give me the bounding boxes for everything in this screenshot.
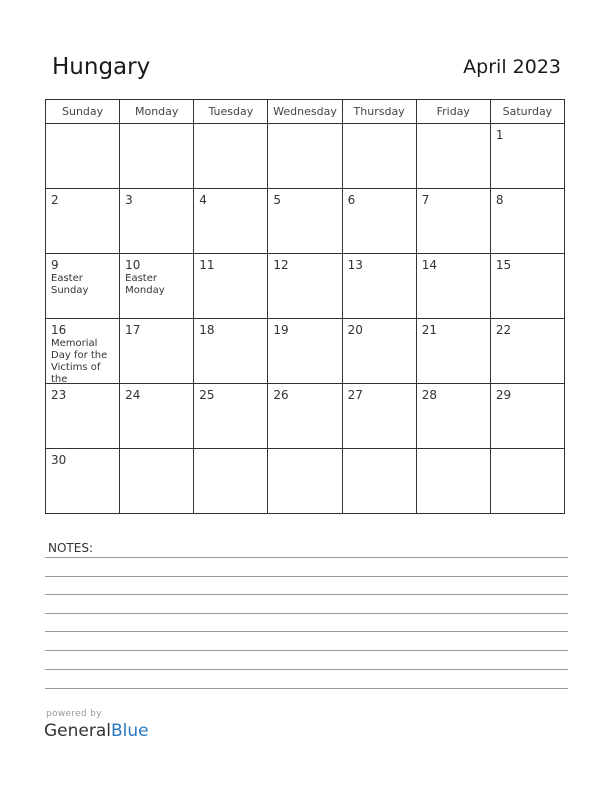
month-title: April 2023 (463, 56, 561, 78)
day-cell-content (120, 124, 193, 188)
day-number: 8 (495, 193, 504, 207)
day-cell (490, 319, 564, 384)
day-cell-content (343, 124, 416, 188)
day-cell (194, 384, 268, 449)
day-cell-content (417, 124, 490, 188)
week-row (46, 189, 565, 254)
day-cell-content (268, 124, 341, 188)
day-cell (268, 384, 342, 449)
day-number: 29 (495, 388, 512, 402)
day-cell (416, 254, 490, 319)
day-cell (194, 189, 268, 254)
day-cell-content (268, 254, 341, 318)
day-number: 14 (421, 258, 437, 272)
day-cell (268, 189, 342, 254)
day-number: 20 (347, 323, 363, 337)
day-cell-content (268, 384, 341, 448)
day-cell (194, 124, 268, 189)
day-number: 12 (273, 258, 289, 272)
day-number: 26 (273, 388, 289, 402)
week-row (46, 254, 565, 319)
week-row (46, 449, 565, 514)
day-number: 13 (347, 258, 363, 272)
day-cell (120, 384, 194, 449)
day-number: 24 (125, 388, 141, 402)
day-cell (120, 449, 194, 514)
day-number: 23 (51, 388, 67, 402)
day-cell (120, 254, 194, 319)
day-cell-content (343, 449, 416, 513)
day-cell (46, 449, 120, 514)
day-cell (490, 384, 564, 449)
day-number: 28 (421, 388, 437, 402)
day-cell-content (194, 124, 267, 188)
week-row (46, 124, 565, 189)
note-line (45, 594, 568, 595)
day-cell-content (194, 189, 267, 253)
day-number: 5 (273, 193, 282, 207)
weekday-header: Saturday (490, 100, 564, 124)
week-row (46, 384, 565, 449)
day-cell-content (194, 384, 267, 448)
day-cell (268, 124, 342, 189)
holiday-label: Memorial Day for the Victims of the (51, 338, 108, 383)
day-cell (342, 124, 416, 189)
day-cell-content (491, 319, 564, 383)
day-cell (490, 254, 564, 319)
day-cell-content (343, 384, 416, 448)
day-cell (268, 254, 342, 319)
day-number: 19 (273, 323, 289, 337)
day-number: 10 (125, 258, 141, 272)
day-number: 16 (51, 323, 67, 337)
day-cell-content (491, 189, 564, 253)
day-number: 7 (421, 193, 430, 207)
notes-label: NOTES: (48, 541, 93, 555)
day-cell-content (417, 319, 490, 383)
day-number: 18 (199, 323, 215, 337)
day-number: 30 (51, 453, 67, 467)
day-cell-content (268, 189, 341, 253)
day-cell-content (343, 254, 416, 318)
day-cell-content (417, 449, 490, 513)
weekday-header: Monday (120, 100, 194, 124)
day-number: 22 (495, 323, 512, 337)
note-line (45, 631, 568, 632)
day-cell (416, 449, 490, 514)
day-cell (490, 449, 564, 514)
day-cell (120, 189, 194, 254)
day-cell (46, 384, 120, 449)
day-cell-content (343, 189, 416, 253)
note-line (45, 650, 568, 651)
day-cell-content (46, 449, 119, 513)
day-cell (342, 319, 416, 384)
week-row (46, 319, 565, 384)
day-cell-content (46, 124, 119, 188)
day-cell (46, 189, 120, 254)
note-line (45, 669, 568, 670)
country-title: Hungary (52, 54, 151, 80)
day-number: 21 (421, 323, 437, 337)
day-cell-content (417, 254, 490, 318)
day-cell (46, 124, 120, 189)
weekday-header: Sunday (46, 100, 120, 124)
day-cell (416, 319, 490, 384)
day-cell-content (46, 319, 119, 383)
day-cell-content (194, 254, 267, 318)
day-cell (342, 189, 416, 254)
day-number: 15 (495, 258, 512, 272)
holiday-label: Easter Sunday (51, 273, 89, 296)
day-cell (342, 449, 416, 514)
day-cell (490, 189, 564, 254)
weekday-header: Thursday (342, 100, 416, 124)
day-cell (120, 319, 194, 384)
brand-general-text: General (44, 721, 111, 741)
weekday-header-row (46, 100, 565, 124)
brand-logo (44, 721, 149, 741)
day-cell-content (120, 319, 193, 383)
day-number: 1 (495, 128, 504, 142)
day-cell (194, 254, 268, 319)
weekday-header: Wednesday (268, 100, 342, 124)
holiday-label: Easter Monday (125, 273, 165, 296)
day-cell-content (417, 384, 490, 448)
weekday-header: Friday (416, 100, 490, 124)
day-cell-content (194, 449, 267, 513)
powered-by-text: powered by (46, 709, 102, 719)
day-cell-content (491, 124, 564, 188)
day-cell-content (491, 384, 564, 448)
day-cell (120, 124, 194, 189)
note-line (45, 576, 568, 577)
day-cell-content (120, 384, 193, 448)
brand-blue-text: Blue (111, 721, 149, 741)
day-cell (268, 319, 342, 384)
day-cell-content (120, 254, 193, 318)
weekday-header: Tuesday (194, 100, 268, 124)
day-cell-content (46, 189, 119, 253)
day-cell (46, 254, 120, 319)
day-number: 11 (199, 258, 215, 272)
note-line (45, 613, 568, 614)
day-cell (416, 384, 490, 449)
day-cell-content (46, 254, 119, 318)
calendar-grid (45, 99, 565, 514)
note-line (45, 557, 568, 558)
day-cell (490, 124, 564, 189)
day-cell-content (417, 189, 490, 253)
day-cell-content (120, 189, 193, 253)
day-number: 2 (51, 193, 59, 207)
day-cell (194, 319, 268, 384)
day-cell-content (491, 449, 564, 513)
day-cell (46, 319, 120, 384)
day-cell-content (120, 449, 193, 513)
day-cell-content (491, 254, 564, 318)
day-cell (416, 189, 490, 254)
day-cell (268, 449, 342, 514)
day-number: 27 (347, 388, 363, 402)
day-cell-content (194, 319, 267, 383)
day-number: 4 (199, 193, 207, 207)
day-cell-content (343, 319, 416, 383)
day-cell (342, 384, 416, 449)
day-number: 6 (347, 193, 356, 207)
day-cell (416, 124, 490, 189)
note-line (45, 688, 568, 689)
day-cell (194, 449, 268, 514)
day-cell-content (268, 319, 341, 383)
day-number: 3 (125, 193, 133, 207)
day-cell-content (268, 449, 341, 513)
day-number: 9 (51, 258, 59, 272)
day-cell-content (46, 384, 119, 448)
day-cell (342, 254, 416, 319)
day-number: 25 (199, 388, 215, 402)
day-number: 17 (125, 323, 141, 337)
